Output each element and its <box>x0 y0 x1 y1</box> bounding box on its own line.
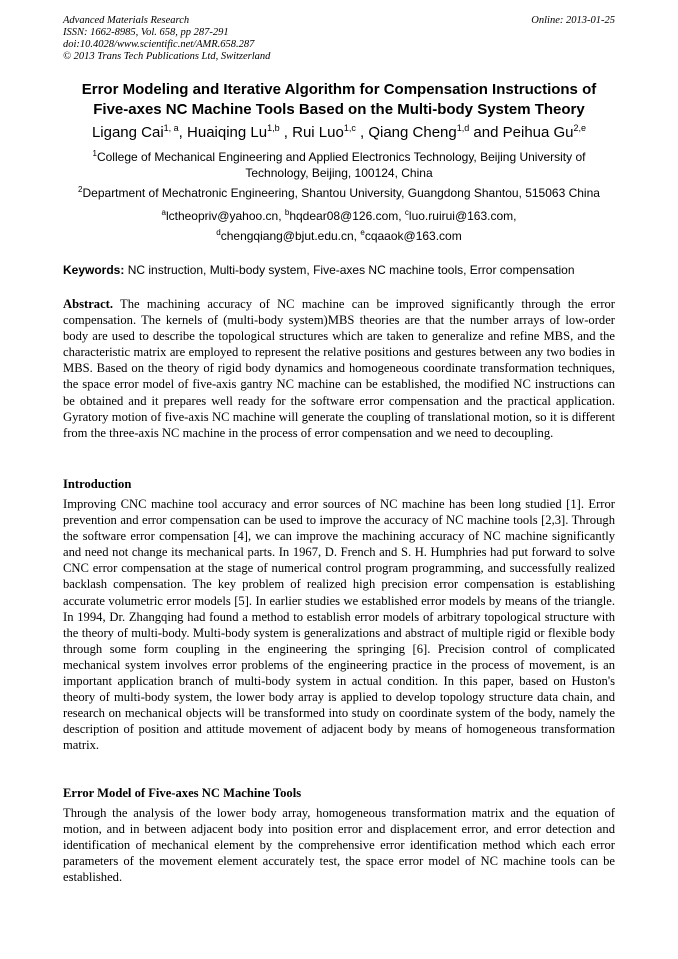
author-affiliation-mark: 1, a <box>163 123 179 133</box>
affiliation-1-line-1: College of Mechanical Engineering and Applied Electronics Technology, Beijing University of <box>96 150 586 164</box>
email-mark: a <box>161 208 166 217</box>
email-mark: b <box>284 208 290 217</box>
author-affiliation-mark: 1,b <box>267 123 280 133</box>
author-separator: , <box>355 124 369 141</box>
copyright-line: © 2013 Trans Tech Publications Ltd, Switzerland <box>63 51 271 62</box>
abstract-label: Abstract. <box>63 297 114 311</box>
author-name: Peihua Gu <box>502 124 574 141</box>
email-address: hqdear08@126.com, <box>289 209 405 223</box>
author-separator: and <box>469 124 503 141</box>
email-address: chengqiang@bjut.edu.cn, <box>220 229 361 243</box>
author-affiliation-mark: 1,c <box>343 123 356 133</box>
abstract-text: The machining accuracy of NC machine can be improved significantly through the error compensation. The kernels of (multi-body system)MBS theories are that the number arrays of low-order body are used to describe the topological structures which are taken to generalize and refine MBS, and the characteristic matrix are employed to represent the relative positions and gestures between any two bodies in MBS. Based on the theory of rigid body dynamics and homogeneous coordinate transformation techniques, the space error model of five-axis gantry NC machine can be established, the modified NC instructions can be obtained and it prepares well ready for the software error compensation and the practical application. Gyratory motion of five-axis NC machine will generate the coupling of translational motion, so it is different from the three-axis NC machine in the process of error compensation and we need to decoupling. <box>63 297 615 440</box>
author-list <box>40 122 638 144</box>
author-affiliation-mark: 2,e <box>573 123 587 133</box>
journal-header <box>63 15 615 63</box>
email-mark: c <box>404 208 409 217</box>
paper-title <box>50 80 628 120</box>
author-name: Qiang Cheng <box>368 124 457 141</box>
introduction-body: Improving CNC machine tool accuracy and error sources of NC machine has been long studied [1]. Error prevention and error compensation can be used to improve the accuracy of NC machine tools [2,3]. Through the software error compensation [4], we can improve the machining accuracy of NC machine significantly and need not change its mechanical parts. In 1967, D. French and S. H. Humphries had put forward to solve CNC error compensation at the stage of numerical control program programming, and successfully realized backlash compensation. The key problem of realized high precision error compensation is establishing accurate volumetric error models [5]. In earlier studies we established error models by means of the triangle. In 1994, Dr. Zhangqing had found a method to establish error models of arbitrary topological structure with the theory of multi-body. Multi-body system is generalizations and abstract of multiple rigid or flexible body through some form coupling in the engineering the springing [6]. Precision control of complicated mechanical system involves error problems of the engineering practice in the process of movement, is an important application branch of multi-body system in actual condition. In this paper, based on Huston's theory of multi-body system, the lower body array is applied to develop topology structure data chain, and research on mechanical objects will be transformed into study on coordinate system of the body, namely the description of position and attitude movement of adjacent body by means of homogeneous transformation matrix. <box>63 497 615 753</box>
issn-line: ISSN: 1662-8985, Vol. 658, pp 287-291 <box>63 27 229 38</box>
doi-line: doi:10.4028/www.scientific.net/AMR.658.287 <box>63 39 255 50</box>
affiliation-2 <box>60 185 618 201</box>
author-name: Rui Luo <box>292 124 344 141</box>
keywords <box>63 262 623 278</box>
introduction-heading: Introduction <box>63 477 132 491</box>
affiliation-mark: 2 <box>78 185 83 194</box>
affiliation-2-text: Department of Mechatronic Engineering, Shantou University, Guangdong Shantou, 515063 China <box>82 186 600 200</box>
email-mark: d <box>216 228 221 237</box>
affiliation-1 <box>60 149 618 181</box>
author-separator: , <box>178 124 188 141</box>
affiliation-1-line-2: Technology, Beijing, 100124, China <box>245 166 433 180</box>
email-address: cqaaok@163.com <box>364 229 462 243</box>
email-list <box>60 206 618 246</box>
email-address: lctheopriv@yahoo.cn, <box>165 209 285 223</box>
author-name: Ligang Cai <box>91 124 164 141</box>
affiliation-mark: 1 <box>92 149 97 158</box>
error-model-body: Through the analysis of the lower body array, homogeneous transformation matrix and the equation of motion, and in between adjacent body into position error and displacement error, and error detection and identification of mechanical element by the comprehensive error identification method which each error parameters of the movement element accurately test, the space error model of NC machine tools can be established. <box>63 806 615 885</box>
abstract <box>63 296 615 441</box>
title-line-1: Error Modeling and Iterative Algorithm for Compensation Instructions of <box>81 81 597 98</box>
author-separator: , <box>279 124 293 141</box>
email-address: luo.ruirui@163.com, <box>408 209 517 223</box>
email-mark: e <box>360 228 365 237</box>
keywords-label: Keywords: <box>63 263 125 277</box>
journal-name: Advanced Materials Research <box>63 15 190 26</box>
title-line-2: Five-axes NC Machine Tools Based on the Multi-body System Theory <box>93 101 585 118</box>
keywords-text: NC instruction, Multi-body system, Five-axes NC machine tools, Error compensation <box>124 263 575 277</box>
error-model-heading: Error Model of Five-axes NC Machine Tools <box>63 786 302 800</box>
online-date: Online: 2013-01-25 <box>531 15 615 26</box>
author-affiliation-mark: 1,d <box>456 123 470 133</box>
author-name: Huaiqing Lu <box>187 124 268 141</box>
